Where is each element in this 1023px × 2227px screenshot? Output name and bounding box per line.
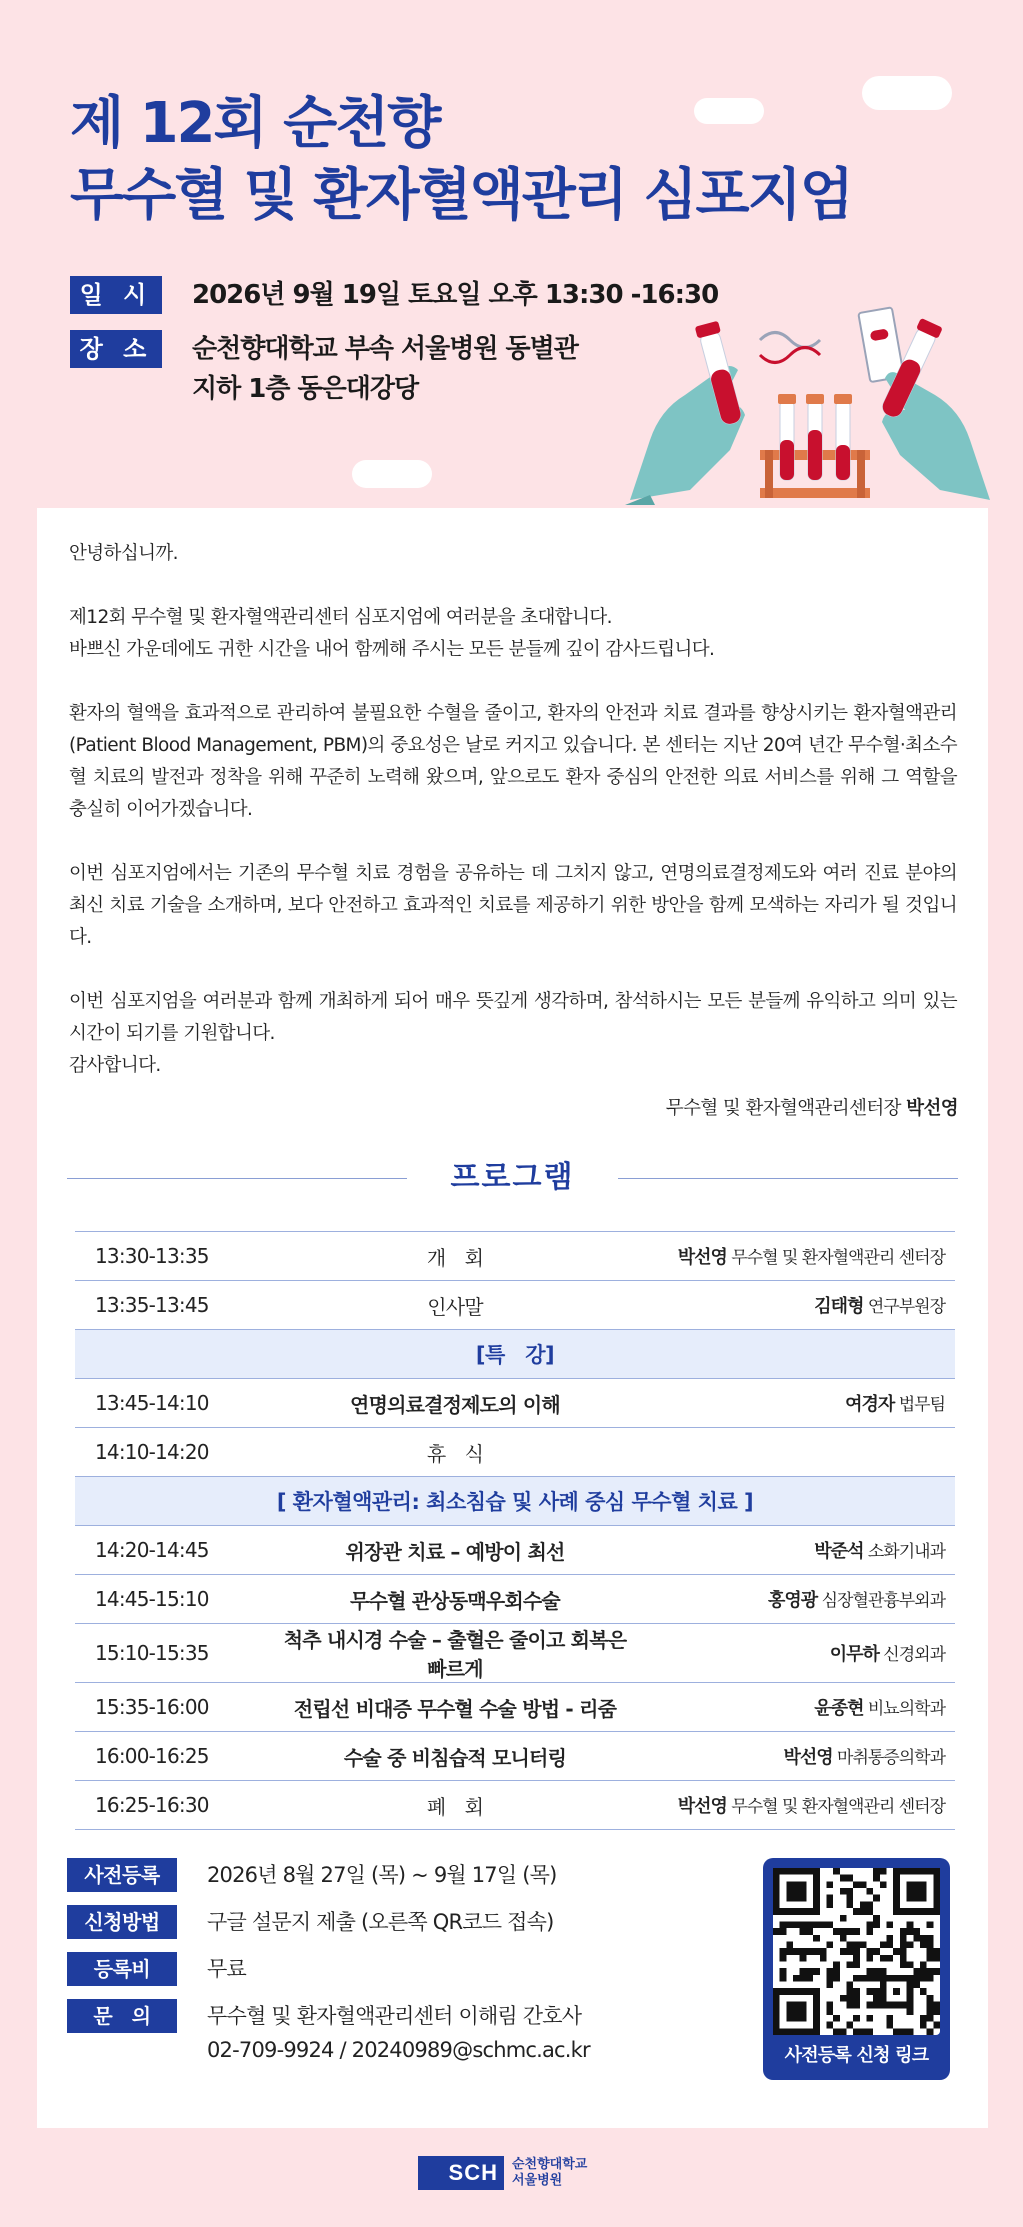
program-section-row	[75, 1330, 955, 1379]
qr-registration-link[interactable]	[763, 1858, 950, 2080]
method-value: 구글 설문지 제출 (오른쪽 QR코드 접속)	[207, 1910, 554, 1934]
letter-paragraph-2: 환자의 혈액을 효과적으로 관리하여 불필요한 수혈을 줄이고, 환자의 안전과 치료 결과를 향상시키는 환자혈액관리(Patient Blood Management, PBM)의 중요성은 날로 커지고 있습니다. 본 센터는 지난 20여 년간 무수혈·최소수혈 치료의 발전과 정착을 위해 꾸준히 노력해 왔으며, 앞으로도 환자 중심의 안전한 의료 서비스를 위해 그 역할을 충실히 이어가겠습니다.	[69, 703, 957, 820]
speaker-role: 마취통증의학과	[837, 1748, 945, 1768]
fee-row	[67, 1952, 707, 1986]
letter-p1-line2: 바쁘신 가운데에도 귀한 시간을 내어 함께해 주시는 모든 분들께 깊이 감사드립니다.	[69, 639, 715, 660]
speaker-name: 윤종현	[814, 1698, 864, 1719]
speaker-name: 이무하	[829, 1644, 879, 1665]
session-speaker	[635, 1379, 955, 1428]
session-speaker	[635, 1732, 955, 1781]
speaker-name: 박선영	[783, 1747, 833, 1768]
program-row	[75, 1575, 955, 1624]
hero-banner	[0, 0, 1023, 505]
program-heading	[67, 1158, 958, 1198]
speaker-role: 심장혈관흉부외과	[821, 1591, 945, 1611]
qr-code-icon	[773, 1868, 940, 2035]
contact-line-2: 02-709-9924 / 20240989@schmc.ac.kr	[207, 2038, 590, 2062]
logo-line-1: 순천향대학교	[512, 2157, 588, 2172]
pre-registration-row	[67, 1858, 707, 1892]
session-time: 16:25-16:30	[95, 1793, 209, 1817]
method-row	[67, 1905, 707, 1939]
letter-signature	[666, 1094, 958, 1120]
session-time: 14:45-15:10	[95, 1587, 209, 1611]
section-title: [ 환자혈액관리: 최소침습 및 사례 중심 무수혈 치료 ]	[276, 1490, 754, 1514]
session-time: 15:35-16:00	[95, 1695, 209, 1719]
speaker-role: 무수혈 및 환자혈액관리 센터장	[731, 1248, 945, 1268]
session-speaker	[635, 1232, 955, 1281]
session-speaker	[635, 1526, 955, 1575]
session-title: 연명의료결정제도의 이해	[350, 1392, 560, 1417]
signature-org: 무수혈 및 환자혈액관리센터장	[665, 1098, 901, 1119]
contact-row	[67, 1999, 707, 2067]
program-row	[75, 1624, 955, 1683]
qr-code[interactable]	[773, 1868, 940, 2035]
fee-value: 무료	[207, 1957, 246, 1981]
program-row	[75, 1428, 955, 1477]
title-line-2: 무수혈 및 환자혈액관리 심포지엄	[70, 163, 852, 228]
session-title: 인사말	[427, 1294, 483, 1319]
speaker-role: 법무팀	[898, 1395, 945, 1415]
session-time: 13:35-13:45	[95, 1293, 209, 1317]
session-time: 13:30-13:35	[95, 1244, 209, 1268]
session-title: 위장관 치료 – 예방이 최선	[345, 1539, 565, 1564]
session-time: 15:10-15:35	[95, 1641, 209, 1665]
session-speaker	[635, 1624, 955, 1683]
logo-text	[512, 2157, 587, 2189]
session-time: 13:45-14:10	[95, 1391, 209, 1415]
session-title: 무수혈 관상동맥우회수술	[350, 1588, 560, 1613]
session-title: 수술 중 비침습적 모니터링	[343, 1745, 567, 1770]
pre-registration-tag: 사전등록	[67, 1858, 177, 1892]
program-row	[75, 1232, 955, 1281]
section-title: [특 강]	[475, 1343, 555, 1367]
program-row	[75, 1732, 955, 1781]
program-row	[75, 1781, 955, 1830]
speaker-role: 연구부원장	[867, 1297, 945, 1317]
venue-line-1: 순천향대학교 부속 서울병원 동별관	[192, 334, 578, 364]
venue-line-2: 지하 1층 동은대강당	[192, 374, 419, 404]
letter-paragraph-1	[69, 602, 957, 666]
footer-logo	[418, 2156, 587, 2190]
sch-logo-mark: SCH	[418, 2156, 504, 2190]
session-title: 척추 내시경 수술 – 출혈은 줄이고 회복은 빠르게	[283, 1628, 627, 1681]
cloud-decoration	[352, 460, 432, 488]
program-row	[75, 1379, 955, 1428]
content-panel	[37, 508, 988, 2128]
session-title: 폐 회	[426, 1794, 484, 1819]
contact-tag: 문 의	[67, 1999, 177, 2033]
session-time: 16:00-16:25	[95, 1744, 209, 1768]
program-title: 프로그램	[450, 1160, 575, 1195]
speaker-name: 박준석	[814, 1541, 864, 1562]
program-row	[75, 1281, 955, 1330]
speaker-name: 박선영	[677, 1796, 727, 1817]
fee-tag: 등록비	[67, 1952, 177, 1986]
speaker-name: 박선영	[677, 1247, 727, 1268]
session-time: 14:20-14:45	[95, 1538, 209, 1562]
session-speaker	[635, 1575, 955, 1624]
method-tag: 신청방법	[67, 1905, 177, 1939]
session-title: 휴 식	[426, 1441, 484, 1466]
venue-tag: 장 소	[70, 330, 162, 368]
greeting: 안녕하십니까.	[69, 543, 178, 564]
title-line-1: 제 12회 순천향	[70, 91, 440, 156]
qr-label: 사전등록 신청 링크	[784, 2045, 929, 2066]
session-speaker	[635, 1683, 955, 1732]
session-time: 14:10-14:20	[95, 1440, 209, 1464]
contact-line-1: 무수혈 및 환자혈액관리센터 이해림 간호사	[207, 2004, 582, 2028]
speaker-role: 신경외과	[883, 1645, 945, 1665]
speaker-name: 김태형	[814, 1296, 864, 1317]
letter-paragraph-4: 이번 심포지엄을 여러분과 함께 개최하게 되어 매우 뜻깊게 생각하며, 참석하시는 모든 분들께 유익하고 의미 있는 시간이 되기를 기원합니다.	[69, 991, 957, 1044]
session-title: 전립선 비대증 무수혈 수술 방법 - 리줌	[293, 1696, 617, 1721]
program-row	[75, 1526, 955, 1575]
cloud-decoration	[862, 76, 952, 110]
program-row	[75, 1683, 955, 1732]
letter-closing: 감사합니다.	[69, 1055, 161, 1076]
page-title	[70, 88, 852, 232]
speaker-role: 소화기내과	[867, 1542, 945, 1562]
program-table	[75, 1231, 955, 1830]
session-title: 개 회	[426, 1245, 484, 1270]
date-value: 2026년 9월 19일 토요일 오후 13:30 -16:30	[192, 280, 719, 310]
logo-line-2: 서울병원	[512, 2173, 563, 2188]
speaker-name: 홍영광	[768, 1590, 818, 1611]
session-speaker	[635, 1428, 955, 1477]
speaker-role: 비뇨의학과	[867, 1699, 945, 1719]
session-speaker	[635, 1281, 955, 1330]
blood-test-illustration	[610, 300, 1000, 505]
registration-info	[67, 1858, 707, 2080]
speaker-name: 여경자	[845, 1394, 895, 1415]
letter-paragraph-3: 이번 심포지엄에서는 기존의 무수혈 치료 경험을 공유하는 데 그치지 않고, 연명의료결정제도와 여러 진료 분야의 최신 치료 기술을 소개하며, 보다 안전하고 효과적인 치료를 제공하기 위한 방안을 함께 모색하는 자리가 될 것입니다.	[69, 863, 957, 948]
signature-name: 박선영	[906, 1098, 958, 1119]
venue-row	[70, 330, 578, 409]
session-speaker	[635, 1781, 955, 1830]
invitation-letter	[69, 538, 957, 1114]
venue-value	[192, 329, 578, 409]
contact-value	[207, 1999, 590, 2067]
pre-registration-value: 2026년 8월 27일 (목) ~ 9월 17일 (목)	[207, 1863, 557, 1887]
program-section-row	[75, 1477, 955, 1526]
letter-p1-line1: 제12회 무수혈 및 환자혈액관리센터 심포지엄에 여러분을 초대합니다.	[69, 607, 612, 628]
date-tag: 일 시	[70, 276, 162, 314]
speaker-role: 무수혈 및 환자혈액관리 센터장	[731, 1797, 945, 1817]
